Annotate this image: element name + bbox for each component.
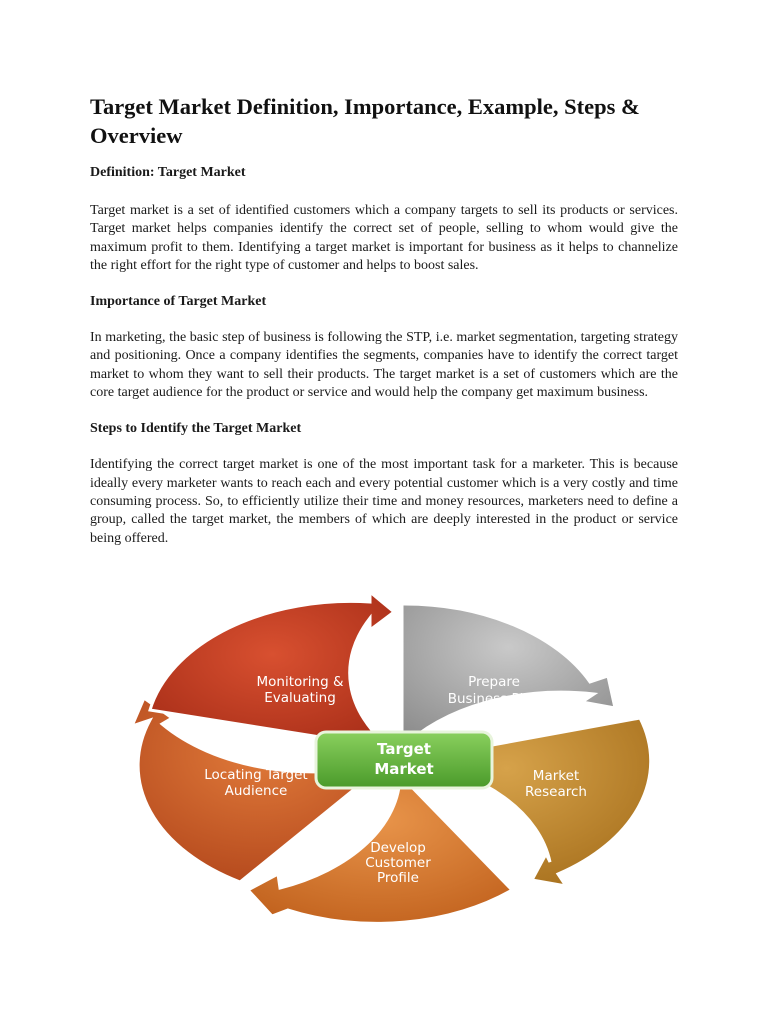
page-title: Target Market Definition, Importance, Example, Steps & Overview — [90, 94, 640, 148]
segment-label-research-line1: Market — [532, 768, 580, 784]
importance-heading: Importance of Target Market — [90, 294, 267, 310]
steps-heading: Steps to Identify the Target Market — [90, 421, 302, 437]
segment-label-research-line2: Research — [525, 784, 587, 800]
target-market-cycle-diagram — [120, 590, 680, 930]
steps-paragraph: Identifying the correct target market is one of the most important task for a marketer. This is because ideally every marketer wants to reach each and every potential customer which is a very costly and time consuming process. So, to efficiently utilize their time and money resources, marketers need to define a group, called the target market, the members of which are deeply interested in the product or service being offered. — [90, 457, 678, 546]
segment-label-profile-line2: Customer — [365, 855, 431, 871]
segment-label-locating-line1: Locating Target — [204, 767, 308, 783]
definition-paragraph: Target market is a set of identified customers which a company targets to sell its products or services. Target market helps companies identify the correct set of people, selling to whom would give the maximum profit to them. Identifying a target market is important for business as it helps to channelize the right effort for the right type of customer and helps to boost sales. — [90, 203, 678, 273]
center-label-line2: Market — [374, 760, 434, 778]
segment-label-locating-line2: Audience — [224, 783, 288, 799]
center-label-line1: Target — [377, 740, 431, 758]
segment-label-prepare-line1: Prepare — [468, 674, 520, 690]
segment-label-profile-line1: Develop — [370, 840, 426, 856]
document-page — [90, 92, 678, 548]
segment-monitoring-evaluating — [150, 592, 394, 748]
importance-paragraph: In marketing, the basic step of business is following the STP, i.e. market segmentation, targeting strategy and positioning. Once a company identifies the segments, companies have to identify the correct target market to whom they want to sell their products. The target market is a set of customers which are the core target audience for the product or service and would help the company get maximum business. — [90, 330, 678, 401]
segment-label-prepare-line2: Business Plan — [447, 691, 541, 707]
segment-label-monitoring-line1: Monitoring & — [256, 674, 344, 690]
segment-label-monitoring-line2: Evaluating — [264, 690, 336, 706]
segment-label-profile-line3: Profile — [377, 870, 419, 886]
definition-heading: Definition: Target Market — [90, 165, 246, 180]
